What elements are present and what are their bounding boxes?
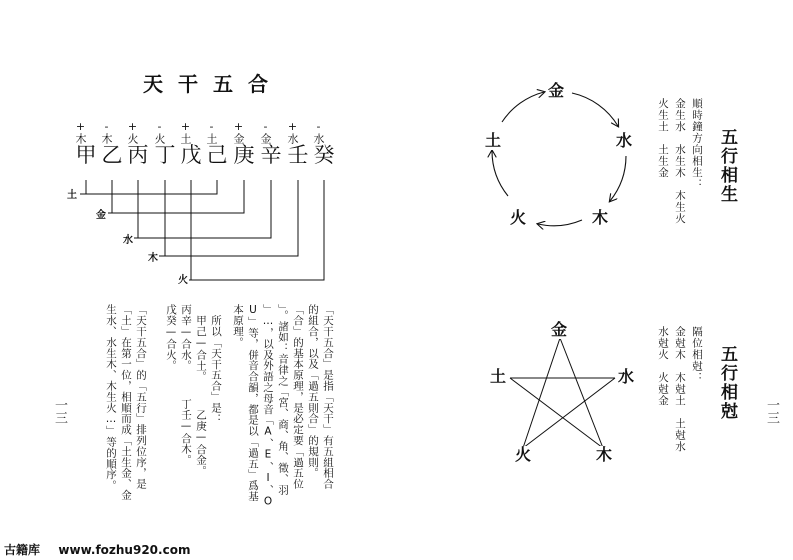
stem-char: 癸 xyxy=(313,143,335,167)
stem-char: 辛 xyxy=(260,143,282,167)
text-column: 戊癸—合火。 xyxy=(165,304,177,371)
pairing-connectors xyxy=(0,0,400,300)
stem-element: -土 xyxy=(205,120,218,144)
stem-element: -水 xyxy=(312,120,325,144)
connector-jia-ji xyxy=(86,180,217,194)
stem-element: +水 xyxy=(286,120,299,144)
stem-char: 戊 xyxy=(180,143,202,167)
connector-ding-ren xyxy=(165,180,298,256)
control-star-diagram xyxy=(490,320,640,470)
pair-result-label: 火 xyxy=(177,271,189,286)
stem-char: 丁 xyxy=(154,143,176,167)
site-name: 古籍库 xyxy=(4,543,41,557)
text-column: 「土」在第一位，相順而成「土生金、金 xyxy=(120,304,132,501)
cycle-description: 順時鐘方向相生： xyxy=(691,98,703,190)
stem-element: +土 xyxy=(179,120,192,144)
star-description: 水尅火 火尅金 xyxy=(657,326,669,407)
cycle-description: 金生水 水生木 木生火 xyxy=(674,98,686,225)
pair-result-label: 金 xyxy=(95,206,107,221)
connector-yi-geng xyxy=(112,180,244,213)
page-number-right: 一三 xyxy=(764,398,779,424)
cycle-arrow-earth-metal xyxy=(502,92,544,122)
stem-char: 丙 xyxy=(127,143,149,167)
cycle-arrow-metal-water xyxy=(572,93,618,126)
text-column: 「天干五合」是指「天干」有五組相合 xyxy=(322,304,334,490)
text-column: 生水、水生木、木生火…」等的順序。 xyxy=(105,304,117,491)
cycle-arrow-water-wood xyxy=(610,156,626,201)
stem-char: 庚 xyxy=(233,143,255,167)
stem-element: +木 xyxy=(74,120,87,144)
stem-char: 乙 xyxy=(101,143,123,167)
stem-element: +金 xyxy=(232,120,245,144)
cycle-node-metal: 金 xyxy=(548,81,565,100)
star-node-earth: 土 xyxy=(490,367,507,386)
stem-char: 己 xyxy=(206,143,228,167)
text-column: 」。諸如：音律之「宮、商、角、徵、羽 xyxy=(277,304,289,495)
stem-element: -木 xyxy=(100,120,113,144)
star-node-wood: 木 xyxy=(596,445,613,464)
text-column: U」等，併音合韻，都是以「過五」爲基 xyxy=(247,304,259,502)
cycle-node-fire: 火 xyxy=(510,208,527,227)
text-column: 的組合，以及「過五則合」的規則。 xyxy=(307,304,319,479)
text-column: 」…，以及外語之母音「A、E、I、O xyxy=(262,304,274,508)
star-node-metal: 金 xyxy=(551,320,568,339)
text-column: 「合」的基本原理，是必定要「過五位 xyxy=(292,304,304,490)
pair-result-label: 水 xyxy=(122,231,134,246)
page-number-left: 一三 xyxy=(52,398,67,424)
pair-result-label: 土 xyxy=(66,186,78,201)
cycle-node-water: 水 xyxy=(616,131,633,150)
stem-element: +火 xyxy=(126,120,139,144)
connector-bing-xin xyxy=(138,180,271,238)
cycle-arrow-fire-earth xyxy=(492,151,508,196)
star-line-water-fire xyxy=(523,378,615,448)
stem-element: -火 xyxy=(153,120,166,144)
site-url[interactable]: www.fozhu920.com xyxy=(58,543,191,557)
pair-result-label: 木 xyxy=(147,249,159,264)
stem-char: 甲 xyxy=(75,143,97,167)
cycle-node-wood: 木 xyxy=(592,208,609,227)
star-description: 金尅木 木尅土 土尅水 xyxy=(674,326,686,453)
footer-watermark xyxy=(4,541,190,558)
cycle-arrow-wood-fire xyxy=(538,220,582,226)
star-node-water: 水 xyxy=(618,367,635,386)
cycle-node-earth: 土 xyxy=(485,131,502,150)
star-node-fire: 火 xyxy=(515,445,532,464)
cycle-description: 火生土 土生金 xyxy=(657,98,669,179)
star-description: 隔位相尅： xyxy=(691,326,703,384)
cycle-heading: 五行相生 xyxy=(717,128,737,204)
stem-element: -金 xyxy=(259,120,272,144)
text-column: 「天干五合」的「五行」排列位序，是 xyxy=(135,304,147,490)
text-column: 甲己—合土。 乙庚—合金。 xyxy=(195,315,207,477)
text-column: 所以「天干五合」是： xyxy=(210,315,222,424)
text-column: 本原理。 xyxy=(232,304,244,348)
stem-char: 壬 xyxy=(287,143,309,167)
connector-wu-gui xyxy=(191,180,324,280)
star-heading: 五行相尅 xyxy=(717,345,737,421)
page-title: 天干五合 xyxy=(143,72,283,96)
star-line-fire-metal xyxy=(523,338,560,448)
text-column: 丙辛—合水。 丁壬—合木。 xyxy=(180,304,192,466)
